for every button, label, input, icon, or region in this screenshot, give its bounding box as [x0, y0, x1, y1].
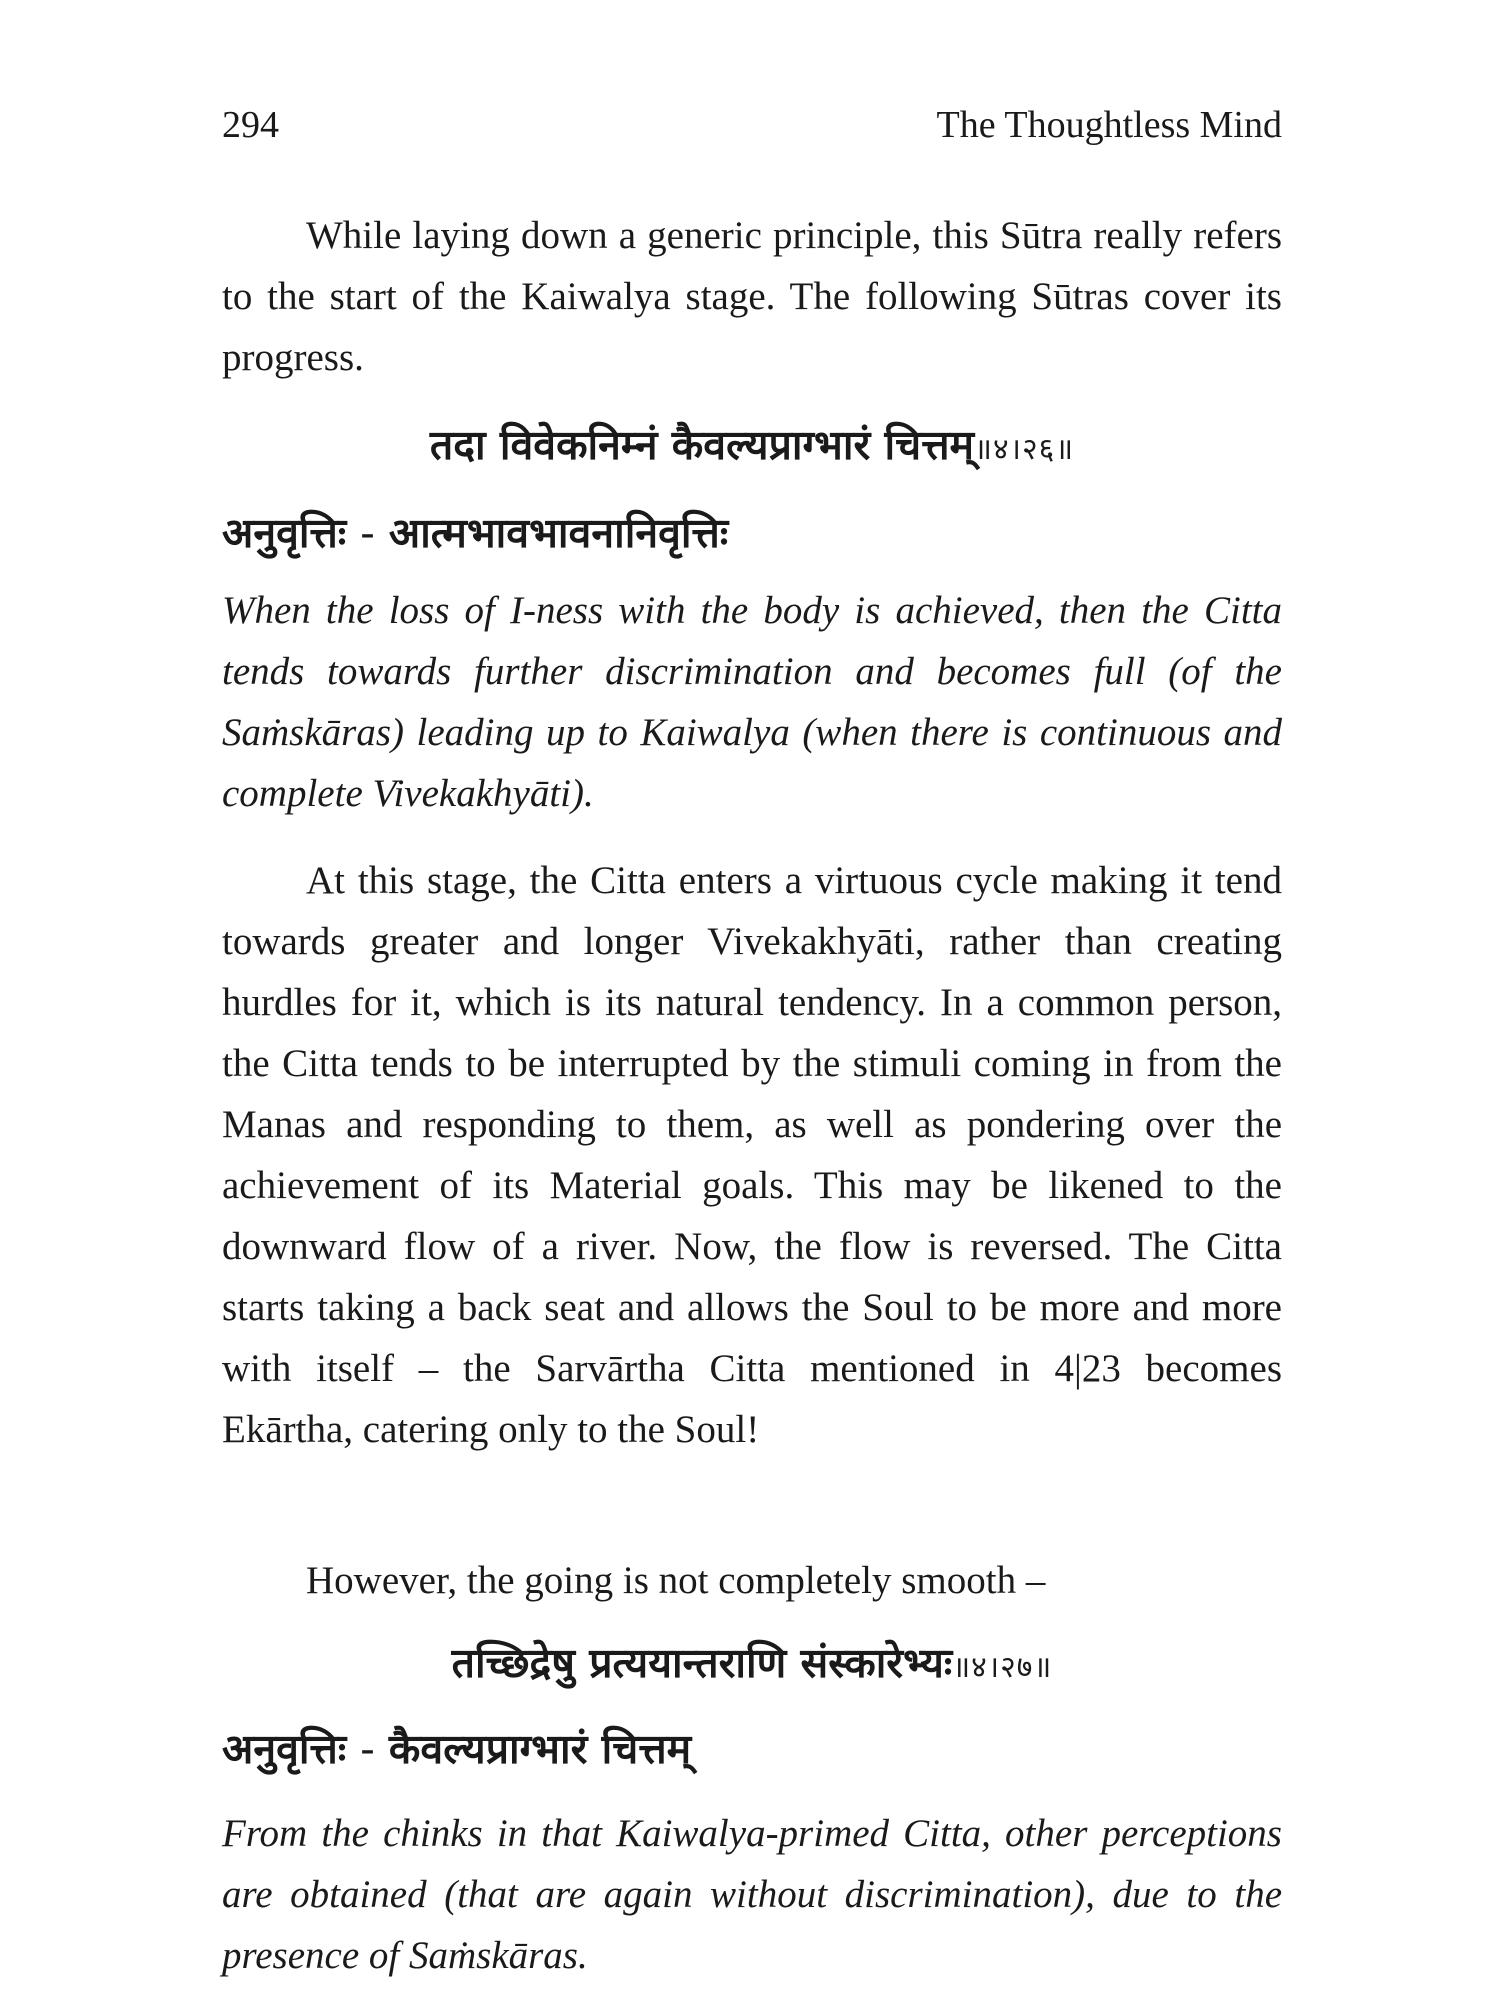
translation-4-27: From the chinks in that Kaiwalya-primed Citta, other perceptions are obtained (that are again without discrimination), due to the presence of Saṁskāras.: [222, 1812, 1282, 1977]
anuvritti-separator: -: [360, 509, 375, 557]
paragraph-commentary: At this stage, the Citta enters a virtuous cycle making it tend towards greater and longer Vivekakhyāti, rather than creating hurdles for it, which is its natural tendency. In a common person, the Citta tends to be interrupted by the stimuli coming in from the Manas and responding to them, as well as pondering over the achievement of its Material goals. This may be likened to the downward flow of a river. Now, the flow is reversed. The Citta starts taking a back seat and allows the Soul to be more and more with itself – the Sarvārtha Citta mentioned in 4|23 becomes Ekārtha, catering only to the Soul!: [222, 859, 1282, 1451]
anuvritti-4-27: [222, 1719, 1282, 1779]
sutra-number: ॥४।२६॥: [974, 432, 1075, 467]
anuvritti-text: कैवल्यप्राग्भारं चित्तम्: [388, 1725, 692, 1773]
anuvritti-label: अनुवृत्तिः: [222, 509, 347, 557]
anuvritti-label: अनुवृत्तिः: [222, 1725, 347, 1773]
sutra-text: तच्छिद्रेषु प्रत्ययान्तराणि संस्कारेभ्यः: [451, 1639, 953, 1687]
anuvritti-4-26: [222, 503, 1282, 563]
sutra-4-27: [222, 1633, 1282, 1698]
paragraph-transition: However, the going is not completely smooth –: [306, 1559, 1046, 1602]
translation-4-26: When the loss of I-ness with the body is achieved, then the Citta tends towards further discrimination and becomes full (of the Saṁskāras) leading up to Kaiwalya (when there is continuous and complete Vivekakhyāti).: [222, 589, 1282, 815]
running-title: The Thoughtless Mind: [936, 104, 1282, 146]
anuvritti-separator: -: [360, 1725, 375, 1773]
sutra-number: ॥४।२७॥: [952, 1650, 1053, 1685]
paragraph-intro: While laying down a generic principle, this Sūtra really refers to the start of the Kaiwalya stage. The following Sūtras cover its progress.: [222, 214, 1282, 379]
sutra-text: तदा विवेकनिम्नं कैवल्यप्राग्भारं चित्तम्: [429, 421, 975, 469]
anuvritti-text: आत्मभावभावनानिवृत्तिः: [388, 509, 729, 557]
sutra-4-26: [222, 415, 1282, 480]
page-header: [222, 100, 1282, 150]
page-number: 294: [222, 104, 279, 146]
